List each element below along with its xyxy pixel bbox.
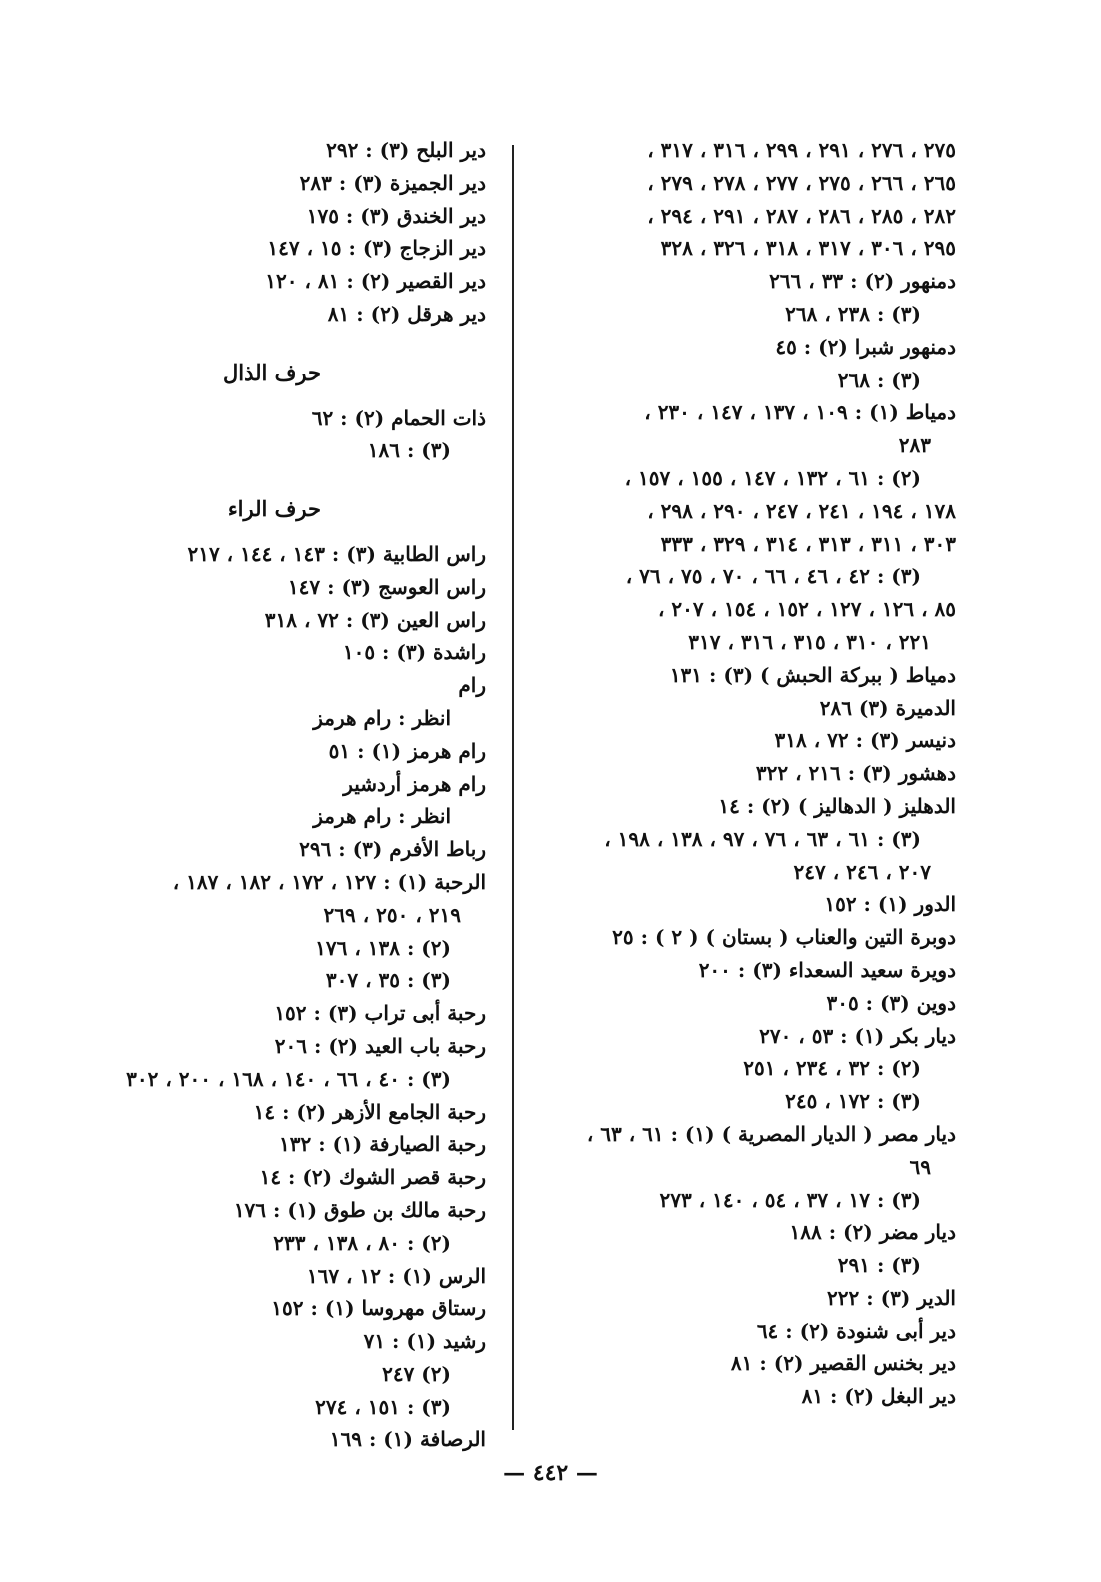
index-entry: دهشور (٣) : ٢١٦ ، ٣٢٢ [755, 761, 956, 786]
right-column [526, 134, 956, 1413]
index-entry: رحبة باب العيد (٢) : ٢٠٦ [274, 1033, 486, 1058]
index-entry: الدهليز ( الدهاليز ) (٢) : ١٤ [718, 793, 956, 818]
left-middle-entries [40, 402, 486, 468]
index-entry: (٣) : ٢٣٨ ، ٢٦٨ [785, 301, 921, 326]
index-entry: دوين (٣) : ٣٠٥ [826, 990, 956, 1015]
index-entry: (٢) : ٣٢ ، ٢٣٤ ، ٢٥١ [743, 1056, 921, 1081]
index-entry: رحبة الصيارفة (١) : ١٣٢ [279, 1132, 486, 1157]
index-entry: راشدة (٣) : ١٠٥ [342, 640, 486, 665]
index-entry: الدميرة (٣) ٢٨٦ [819, 695, 956, 720]
index-entry: راس الطابية (٣) : ١٤٣ ، ١٤٤ ، ٢١٧ [187, 541, 486, 566]
index-entry: (٣) : ١٧ ، ٣٧ ، ٥٤ ، ١٤٠ ، ٢٧٣ [659, 1187, 921, 1212]
index-entry: ٢٨٢ ، ٢٨٥ ، ٢٨٦ ، ٢٨٧ ، ٢٩١ ، ٢٩٤ ، [647, 203, 956, 228]
index-entry: دير أبى شنودة (٢) : ٦٤ [756, 1318, 956, 1343]
index-entry: (٣) : ١٨٦ [367, 438, 451, 463]
index-entry: رباط الأفرم (٣) : ٢٩٦ [299, 837, 486, 862]
index-entry: الدير (٣) : ٢٢٢ [827, 1285, 956, 1310]
index-entry: دنيسر (٣) : ٧٢ ، ٣١٨ [774, 728, 956, 753]
index-entry: (٣) : ٢٩١ [837, 1253, 921, 1278]
index-entry: دويرة سعيد السعداء (٣) : ٢٠٠ [698, 957, 956, 982]
index-entry: ١٧٨ ، ١٩٤ ، ٢٤١ ، ٢٤٧ ، ٢٩٠ ، ٢٩٨ ، [647, 498, 956, 523]
page-number: — ٤٤٢ — [503, 1460, 598, 1486]
index-entry: دير هرقل (٢) : ٨١ [327, 301, 486, 326]
index-entry: الرحبة (١) : ١٢٧ ، ١٧٢ ، ١٨٢ ، ١٨٧ ، [172, 869, 486, 894]
index-entry: دير القصير (٢) : ٨١ ، ١٢٠ [265, 269, 486, 294]
section-heading-ra: حرف الراء [227, 496, 321, 522]
index-entry: (٣) : ٢٦٨ [837, 367, 921, 392]
index-entry: (٢) : ٨٠ ، ١٣٨ ، ٢٣٣ [273, 1230, 451, 1255]
index-entry: راس العين (٣) : ٧٢ ، ٣١٨ [264, 607, 486, 632]
index-entry: ٢٧٥ ، ٢٧٦ ، ٢٩١ ، ٢٩٩ ، ٣١٦ ، ٣١٧ ، [647, 138, 956, 162]
index-entry: دمياط (١) : ١٠٩ ، ١٣٧ ، ١٤٧ ، ٢٣٠ ، [644, 400, 956, 425]
index-entry: (٣) : ٤٢ ، ٤٦ ، ٦٦ ، ٧٠ ، ٧٥ ، ٧٦ ، [625, 564, 921, 589]
index-entry: دمنهور شبرا (٢) : ٤٥ [775, 334, 956, 359]
index-entry: دير بخنس القصير (٢) : ٨١ [730, 1351, 956, 1376]
index-entry: ديار مصر ( الديار المصرية ) (١) : ٦١ ، ٦٣ ، [586, 1121, 956, 1146]
left-column [40, 134, 486, 1456]
index-entry: رحبة أبى تراب (٣) : ١٥٢ [274, 1001, 486, 1026]
index-entry: الرس (١) : ١٢ ، ١٦٧ [306, 1263, 486, 1288]
column-divider [512, 145, 514, 1430]
index-entry: (٢) : ٦١ ، ١٣٢ ، ١٤٧ ، ١٥٥ ، ١٥٧ ، [624, 465, 921, 490]
index-entry: (٣) : ٣٥ ، ٣٠٧ [325, 968, 451, 993]
index-entry: رحبة مالك بن طوق (١) : ١٧٦ [233, 1197, 486, 1222]
index-entry: ديار بكر (١) : ٥٣ ، ٢٧٠ [759, 1023, 956, 1048]
index-entry: (٢) ٢٤٧ [382, 1361, 451, 1386]
index-entry: دير الخندق (٣) : ١٧٥ [306, 203, 486, 228]
index-entry: ديار مضر (٢) : ١٨٨ [789, 1220, 956, 1245]
index-entry: ٣٠٣ ، ٣١١ ، ٣١٣ ، ٣١٤ ، ٣٢٩ ، ٣٣٣ [660, 531, 956, 556]
left-bottom-entries [40, 538, 486, 1456]
index-entry: ٢٩٥ ، ٣٠٦ ، ٣١٧ ، ٣١٨ ، ٣٢٦ ، ٣٢٨ [660, 236, 956, 261]
index-entry: انظر : رام هرمز [313, 804, 451, 829]
index-entry: (٣) : ١٥١ ، ٢٧٤ [315, 1394, 451, 1419]
index-entry: ٢٢١ ، ٣١٠ ، ٣١٥ ، ٣١٦ ، ٣١٧ [688, 629, 931, 654]
index-entry: رام [458, 673, 486, 698]
index-entry: دير البلح (٣) : ٢٩٢ [326, 138, 486, 162]
index-entry: دوبرة التين والعناب ( بستان ) ( ٢ ) : ٢٥ [612, 925, 956, 950]
index-entry: ٢٠٧ ، ٢٤٦ ، ٢٤٧ [793, 859, 931, 884]
section-heading-dhal: حرف الذال [223, 359, 321, 385]
index-entry: (٣) : ١٧٢ ، ٢٤٥ [785, 1089, 921, 1114]
left-top-entries [40, 134, 486, 331]
index-entry: الرصافة (١) : ١٦٩ [329, 1427, 486, 1452]
index-entry: دير البغل (٢) : ٨١ [801, 1384, 956, 1409]
index-entry: دمياط ( ببركة الحبش ) (٣) : ١٣١ [669, 662, 956, 687]
index-entry: رستاق مهروسا (١) : ١٥٢ [271, 1296, 486, 1321]
index-entry: دير الجميزة (٣) : ٢٨٣ [299, 170, 486, 195]
index-entry: انظر : رام هرمز [313, 705, 451, 730]
index-entry: (٣) : ٤٠ ، ٦٦ ، ١٤٠ ، ١٦٨ ، ٢٠٠ ، ٣٠٢ [126, 1066, 451, 1091]
index-entry: ذات الحمام (٢) : ٦٢ [311, 405, 486, 430]
index-entry: رام هرمز أردشير [343, 771, 486, 796]
index-entry: ٢٦٥ ، ٢٦٦ ، ٢٧٥ ، ٢٧٧ ، ٢٧٨ ، ٢٧٩ ، [647, 170, 956, 195]
index-entry: الدور (١) : ١٥٢ [824, 892, 956, 917]
index-entry: ٨٥ ، ١٢٦ ، ١٢٧ ، ١٥٢ ، ١٥٤ ، ٢٠٧ ، [657, 597, 956, 622]
index-entry: (٣) : ٦١ ، ٦٣ ، ٧٦ ، ٩٧ ، ١٣٨ ، ١٩٨ ، [604, 826, 921, 851]
index-entry: ٢٨٣ [898, 433, 931, 458]
index-entry: راس العوسج (٣) : ١٤٧ [287, 574, 486, 599]
index-entry: ٢١٩ ، ٢٥٠ ، ٢٦٩ [323, 902, 461, 927]
index-entry: دير الزجاج (٣) : ١٥ ، ١٤٧ [267, 236, 486, 261]
index-entry: دمنهور (٢) : ٣٣ ، ٢٦٦ [769, 269, 956, 294]
index-entry: رحبة قصر الشوك (٢) : ١٤ [259, 1165, 486, 1190]
index-entry: رحبة الجامع الأزهر (٢) : ١٤ [253, 1099, 486, 1124]
index-entry: رام هرمز (١) : ٥١ [328, 738, 486, 763]
index-entry: رشيد (١) : ٧١ [363, 1329, 486, 1354]
index-entry: (٢) : ١٣٨ ، ١٧٦ [315, 935, 451, 960]
index-entry: ٦٩ [909, 1154, 931, 1179]
